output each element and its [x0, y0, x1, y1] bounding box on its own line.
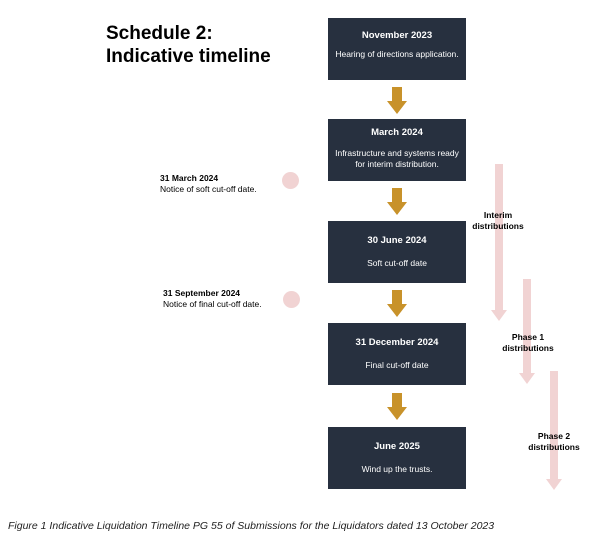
interim-distributions-arrow	[490, 164, 508, 322]
timeline-date: 31 December 2024	[355, 337, 439, 348]
phase-label-phase-1	[496, 332, 560, 353]
figure-caption: Figure 1 Indicative Liquidation Timeline PG 55 of Submissions for the Liquidators dated 13 October 2023	[8, 520, 495, 532]
timeline-description: Final cut-off date	[365, 360, 429, 370]
notice-dot	[283, 291, 300, 308]
timeline-description: Hearing of directions application.	[335, 49, 459, 59]
notice-date: 31 March 2024	[160, 173, 219, 183]
notice-dot	[282, 172, 299, 189]
timeline-description: Soft cut-off date	[367, 258, 427, 268]
phase-label-line: distributions	[472, 220, 524, 231]
notice-final-cut-off	[163, 288, 262, 309]
connector-arrow	[386, 188, 408, 216]
timeline-date: 30 June 2024	[367, 235, 427, 246]
page-title	[106, 22, 271, 68]
timeline-description: Wind up the trusts.	[361, 464, 433, 474]
notice-text: Notice of soft cut-off date.	[160, 183, 257, 194]
timeline-box-june-2025	[328, 427, 466, 489]
timeline-description: Infrastructure and systems ready for interim distribution.	[335, 148, 459, 169]
timeline-box-30-june-2024	[328, 221, 466, 283]
title-line-2: Indicative timeline	[106, 46, 271, 67]
timeline-date: June 2025	[374, 441, 420, 452]
connector-arrow	[386, 290, 408, 318]
timeline-date: March 2024	[371, 127, 423, 138]
connector-arrow	[386, 393, 408, 421]
notice-text: Notice of final cut-off date.	[163, 298, 262, 309]
phase-label-interim	[466, 210, 530, 231]
connector-arrow	[386, 87, 408, 115]
phase-label-line: Interim	[483, 210, 513, 220]
timeline-date: November 2023	[361, 30, 433, 41]
notice-date: 31 September 2024	[163, 288, 241, 298]
title-line-1: Schedule 2:	[106, 23, 213, 44]
phase-label-line: Phase 2	[537, 431, 571, 441]
phase-label-line: distributions	[502, 342, 554, 353]
timeline-box-31-december-2024	[328, 323, 466, 385]
phase-label-line: Phase 1	[511, 332, 545, 342]
notice-soft-cut-off	[160, 173, 257, 194]
phase-label-phase-2	[522, 431, 586, 452]
phase-label-line: distributions	[528, 441, 580, 452]
timeline-box-march-2024	[328, 119, 466, 181]
timeline-box-november-2023	[328, 18, 466, 80]
